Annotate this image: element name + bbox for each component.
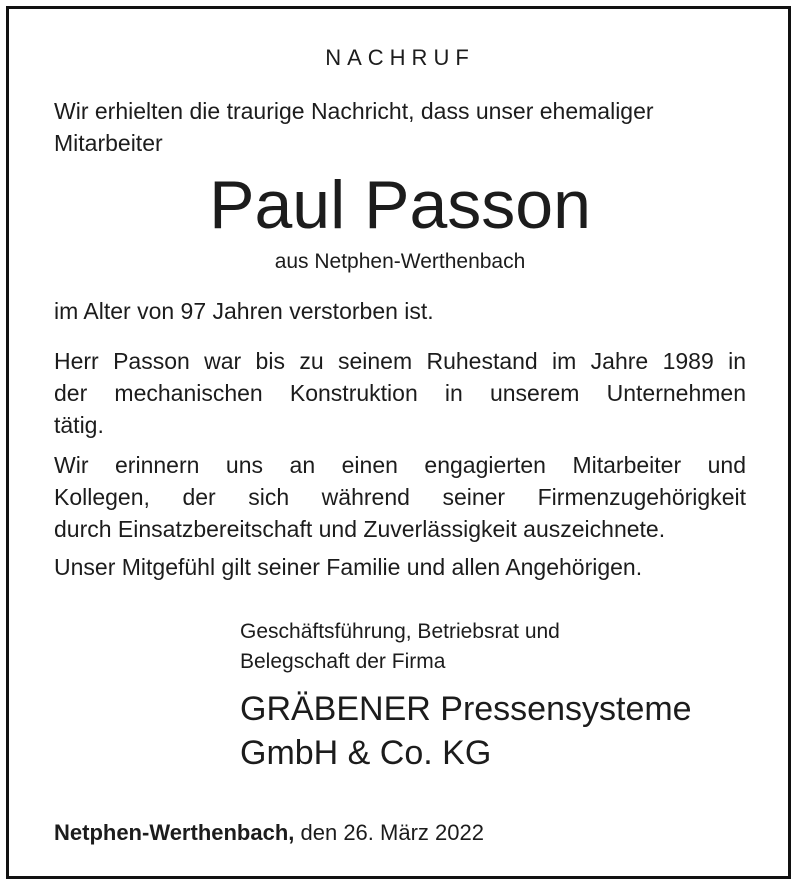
intro-line-1: Wir erhielten die traurige Nachricht, dass unser ehemaliger <box>54 98 654 124</box>
paragraph-career <box>54 345 746 441</box>
deceased-name: Paul Passon <box>209 167 591 243</box>
footer-place-date <box>54 818 484 848</box>
footer-place: Netphen-Werthenbach, <box>54 820 295 845</box>
company-line-1: GRÄBENER Pressensysteme <box>240 690 692 728</box>
age-statement: im Alter von 97 Jahren verstorben ist. <box>54 298 434 324</box>
signers-block <box>240 617 560 677</box>
paragraph-career-line-1: Herr Passon war bis zu seinem Ruhestand im Jahre 1989 in <box>54 348 746 374</box>
intro-text <box>54 95 746 159</box>
company-name <box>240 687 692 775</box>
paragraph-remembrance-line-2: Kollegen, der sich während seiner Firmenzugehörigkeit <box>54 484 746 510</box>
paragraph-remembrance <box>54 449 746 545</box>
footer-date: den 26. März 2022 <box>294 820 484 845</box>
signers-line-2: Belegschaft der Firma <box>240 650 446 673</box>
signers-line-1: Geschäftsführung, Betriebsrat und <box>240 620 560 643</box>
paragraph-remembrance-line-3: durch Einsatzbereitschaft und Zuverlässigkeit auszeichnete. <box>54 516 666 542</box>
paragraph-remembrance-line-1: Wir erinnern uns an einen engagierten Mitarbeiter und <box>54 452 746 478</box>
intro-line-2: Mitarbeiter <box>54 130 163 156</box>
notice-heading: NACHRUF <box>325 45 475 70</box>
paragraph-condolence: Unser Mitgefühl gilt seiner Familie und allen Angehörigen. <box>54 554 643 580</box>
paragraph-career-line-3: tätig. <box>54 412 104 438</box>
deceased-origin: aus Netphen-Werthenbach <box>274 250 526 273</box>
paragraph-career-line-2: der mechanischen Konstruktion in unserem Unternehmen <box>54 380 746 406</box>
company-line-2: GmbH & Co. KG <box>240 734 492 772</box>
